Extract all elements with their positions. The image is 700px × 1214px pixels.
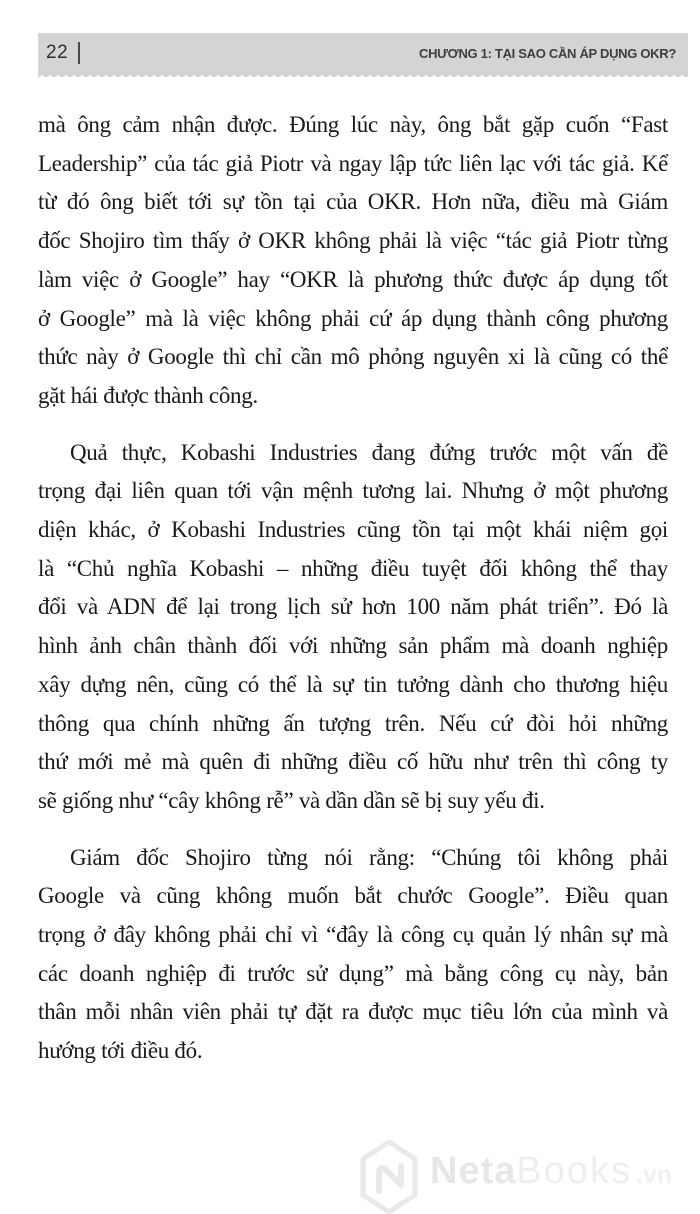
- text-line: Giám đốc Shojiro từng nói rằng: “Chúng tôi không phải: [70, 844, 668, 870]
- watermark-wordmark: [430, 1150, 672, 1193]
- paragraph-3: [38, 839, 668, 1071]
- text-line: thứ mới mẻ mà quên đi những điều cố hữu như trên thì công ty: [38, 749, 668, 775]
- hexagon-n-logo-icon: [360, 1140, 418, 1214]
- page-number: 22: [46, 42, 69, 63]
- text-line: đổi và ADN để lại trong lịch sử hơn 100 năm phát triển”. Đó là: [38, 594, 668, 620]
- page-number-separator-bar: [78, 42, 80, 64]
- text-line: Leadership” của tác giả Piotr và ngay lập tức liên lạc với tác giả. Kể: [38, 150, 668, 176]
- text-line: diện khác, ở Kobashi Industries cũng tồn tại một khái niệm gọi: [38, 517, 668, 543]
- text-line: xây dựng nên, cũng có thể là sự tin tưởng dành cho thương hiệu: [38, 671, 668, 697]
- text-line: làm việc ở Google” hay “OKR là phương thức được áp dụng tốt: [38, 266, 668, 292]
- text-line: gặt hái được thành công.: [38, 382, 258, 408]
- text-line: thức này ở Google thì chỉ cần mô phỏng nguyên xi là cũng có thể: [38, 344, 668, 370]
- text-line: mà ông cảm nhận được. Đúng lúc này, ông bắt gặp cuốn “Fast: [38, 112, 668, 137]
- netabooks-watermark: [360, 1134, 692, 1214]
- text-line: hướng tới điều đó.: [38, 1038, 203, 1064]
- text-line: hình ảnh chân thành đối với những sản phẩm mà doanh nghiệp: [38, 633, 668, 659]
- text-line: thân mỗi nhân viên phải tự đặt ra được mục tiêu lớn của mình và: [38, 999, 668, 1025]
- watermark-domain: .vn: [636, 1160, 673, 1189]
- text-line: ở Google” mà là việc không phải cứ áp dụng thành công phương: [38, 305, 668, 331]
- paragraph-2: [38, 434, 668, 821]
- text-line: trọng ở đây không phải chỉ vì “đây là công cụ quản lý nhân sự mà: [38, 922, 668, 948]
- page-number-group: [46, 42, 80, 64]
- chapter-title: CHƯƠNG 1: TẠI SAO CẦN ÁP DỤNG OKR?: [419, 45, 676, 61]
- text-line: là “Chủ nghĩa Kobashi – những điều tuyệt đối không thể thay: [38, 555, 668, 581]
- paragraph-1: [38, 106, 668, 416]
- text-line: trọng đại liên quan tới vận mệnh tương lai. Nhưng ở một phương: [38, 478, 668, 504]
- watermark-brand-secondary: Books: [516, 1149, 632, 1192]
- watermark-brand-main: Neta: [430, 1149, 517, 1192]
- text-line: thông qua chính những ấn tượng trên. Nếu cứ đòi hỏi những: [38, 710, 668, 736]
- text-line: từ đó ông biết tới sự tồn tại của OKR. Hơn nữa, điều mà Giám: [38, 189, 668, 215]
- text-line: Google và cũng không muốn bắt chước Google”. Điều quan: [38, 883, 668, 909]
- page-header-band: [38, 33, 688, 73]
- text-line: sẽ giống như “cây không rễ” và dần dần sẽ bị suy yếu đi.: [38, 787, 545, 813]
- text-line: Quả thực, Kobashi Industries đang đứng trước một vấn đề: [70, 439, 668, 465]
- text-line: đốc Shojiro tìm thấy ở OKR không phải là việc “tác giả Piotr từng: [38, 228, 668, 254]
- page-body-text: [38, 106, 668, 1071]
- text-line: các doanh nghiệp đi trước sử dụng” mà bằng công cụ này, bản: [38, 960, 668, 986]
